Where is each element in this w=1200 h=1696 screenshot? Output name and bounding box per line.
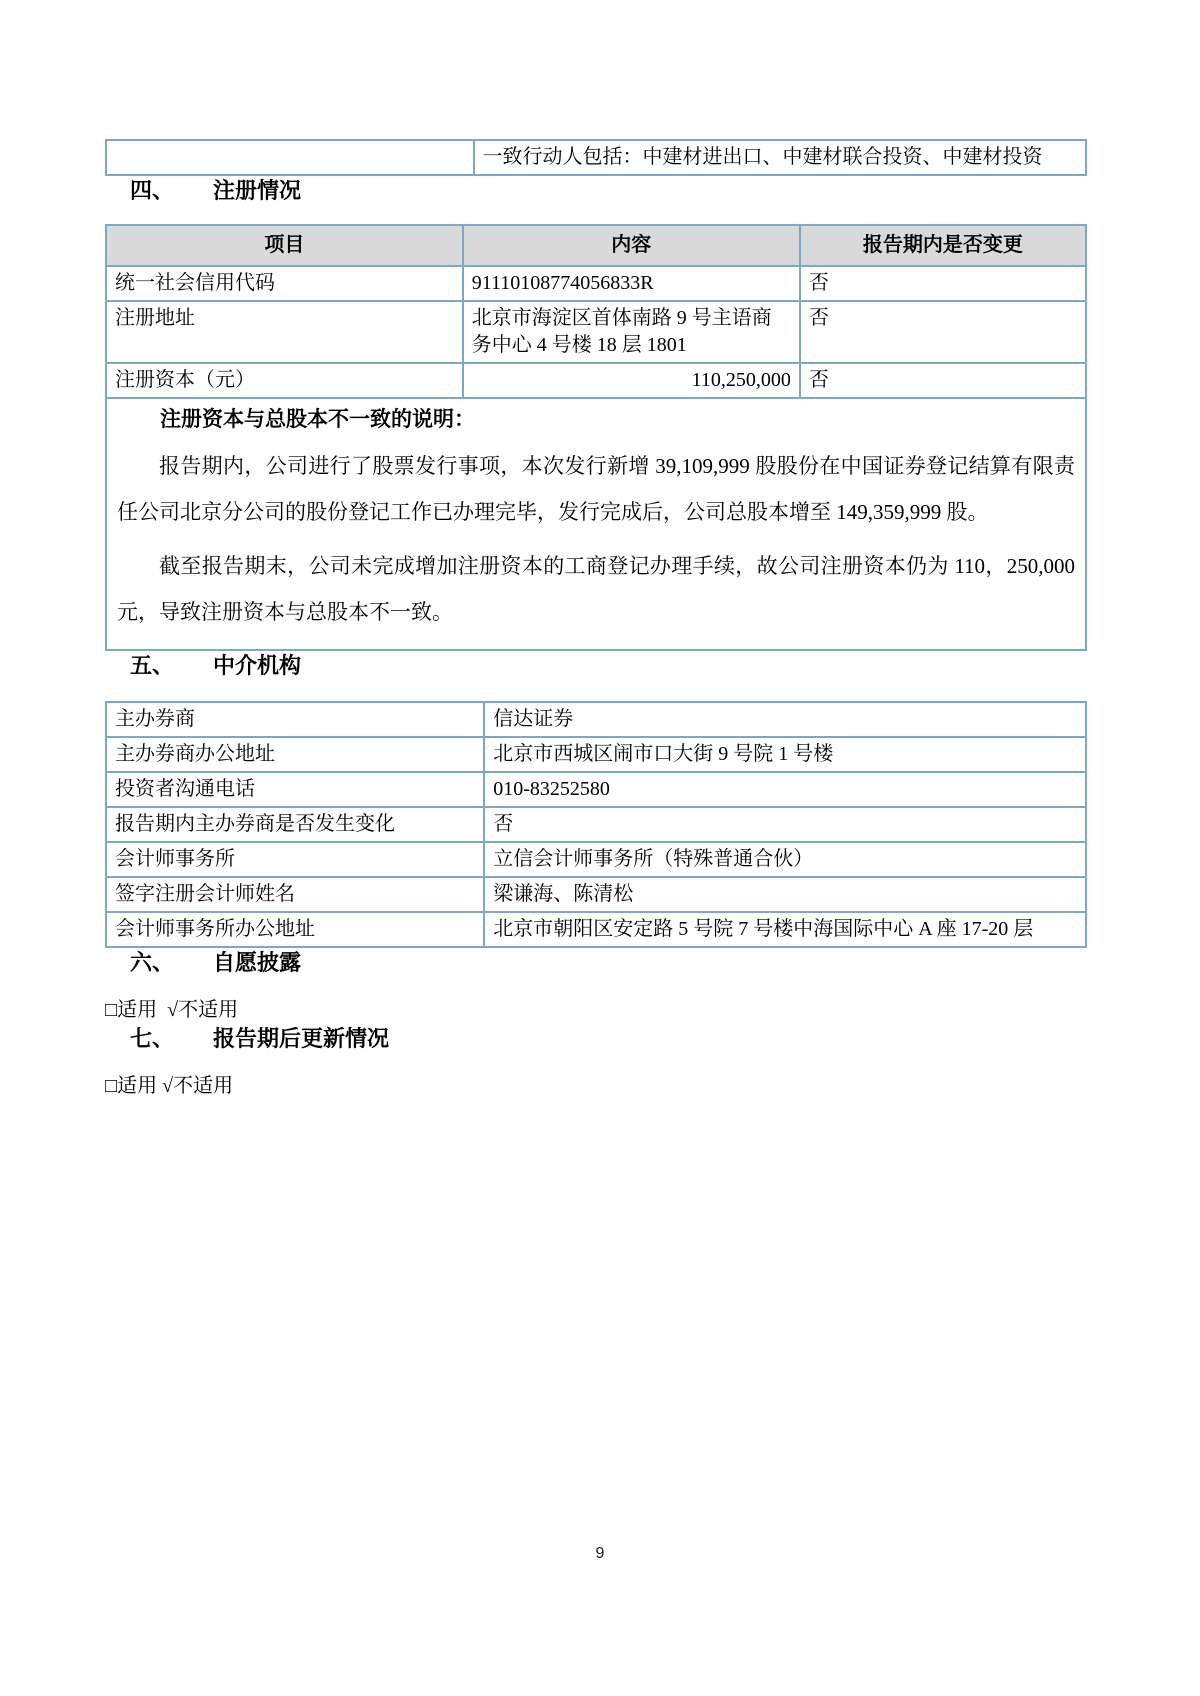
row-value: 信达证券 [484,702,1086,737]
continuation-table [105,139,1087,176]
row-value: 110,250,000 [463,363,800,398]
row-value: 否 [484,807,1086,842]
checkbox-applicable: □适用 [105,1075,158,1097]
row-changed: 否 [800,363,1086,398]
row-label: 会计师事务所办公地址 [106,912,484,947]
table-row [106,363,1086,398]
page-number: 9 [595,1545,605,1562]
section-number: 七、 [130,1026,175,1051]
section-heading-registration [105,176,1087,206]
table-row [106,842,1086,877]
table-row [106,266,1086,301]
row-label: 统一社会信用代码 [106,266,463,301]
column-header-item: 项目 [106,225,463,266]
row-changed: 否 [800,301,1086,363]
table-row [106,140,1086,175]
page-content [105,139,1087,1100]
table-row [106,398,1086,650]
spacer [157,999,167,1021]
row-label: 主办券商 [106,702,484,737]
column-header-changed: 报告期内是否变更 [800,225,1086,266]
row-value: 91110108774056833R [463,266,800,301]
table-row [106,807,1086,842]
concert-parties-cell: 一致行动人包括：中建材进出口、中建材联合投资、中建材投资 [474,140,1087,175]
row-label: 主办券商办公地址 [106,737,484,772]
section-title: 中介机构 [213,653,302,678]
note-paragraph: 截至报告期末，公司未完成增加注册资本的工商登记办理手续，故公司注册资本仍为 110，250,000 元，导致注册资本与总股本不一致。 [117,554,1075,624]
intermediary-table [105,701,1087,948]
row-value: 梁谦海、陈清松 [484,877,1086,912]
table-header-row [106,225,1086,266]
column-header-content: 内容 [463,225,800,266]
section-heading-voluntary-disclosure [105,948,1087,978]
section-title: 自愿披露 [213,950,302,975]
row-value: 010-83252580 [484,772,1086,807]
applicability-line [105,996,1087,1024]
table-row [106,912,1086,947]
note-paragraph: 报告期内，公司进行了股票发行事项，本次发行新增 39,109,999 股股份在中国证券登记结算有限责任公司北京分公司的股份登记工作已办理完毕，发行完成后，公司总股本增至 149,359,999 股。 [117,454,1075,524]
checkmark-not-applicable: √不适用 [167,999,239,1021]
note-title: 注册资本与总股本不一致的说明： [160,408,475,431]
section-heading-post-period-updates [105,1024,1087,1054]
row-changed: 否 [800,266,1086,301]
note-cell [106,398,1086,650]
section-title: 注册情况 [213,178,302,203]
checkbox-applicable: □适用 [105,999,158,1021]
section-number: 五、 [130,653,175,678]
row-label: 报告期内主办券商是否发生变化 [106,807,484,842]
row-label: 会计师事务所 [106,842,484,877]
row-value: 北京市海淀区首体南路 9 号主语商务中心 4 号楼 18 层 1801 [463,301,800,363]
registration-table [105,224,1087,651]
continuation-empty-cell [106,140,474,175]
row-label: 签字注册会计师姓名 [106,877,484,912]
section-title: 报告期后更新情况 [213,1026,390,1051]
row-label: 注册资本（元） [106,363,463,398]
row-label: 注册地址 [106,301,463,363]
table-row [106,301,1086,363]
table-row [106,702,1086,737]
applicability-line [105,1072,1087,1100]
checkmark-not-applicable: √不适用 [162,1075,234,1097]
table-row [106,877,1086,912]
row-value: 北京市西城区闹市口大街 9 号院 1 号楼 [484,737,1086,772]
table-row [106,737,1086,772]
row-value: 北京市朝阳区安定路 5 号院 7 号楼中海国际中心 A 座 17-20 层 [484,912,1086,947]
section-number: 四、 [130,178,175,203]
table-row [106,772,1086,807]
section-number: 六、 [130,950,175,975]
row-value: 立信会计师事务所（特殊普通合伙） [484,842,1086,877]
section-heading-intermediaries [105,651,1087,681]
row-label: 投资者沟通电话 [106,772,484,807]
